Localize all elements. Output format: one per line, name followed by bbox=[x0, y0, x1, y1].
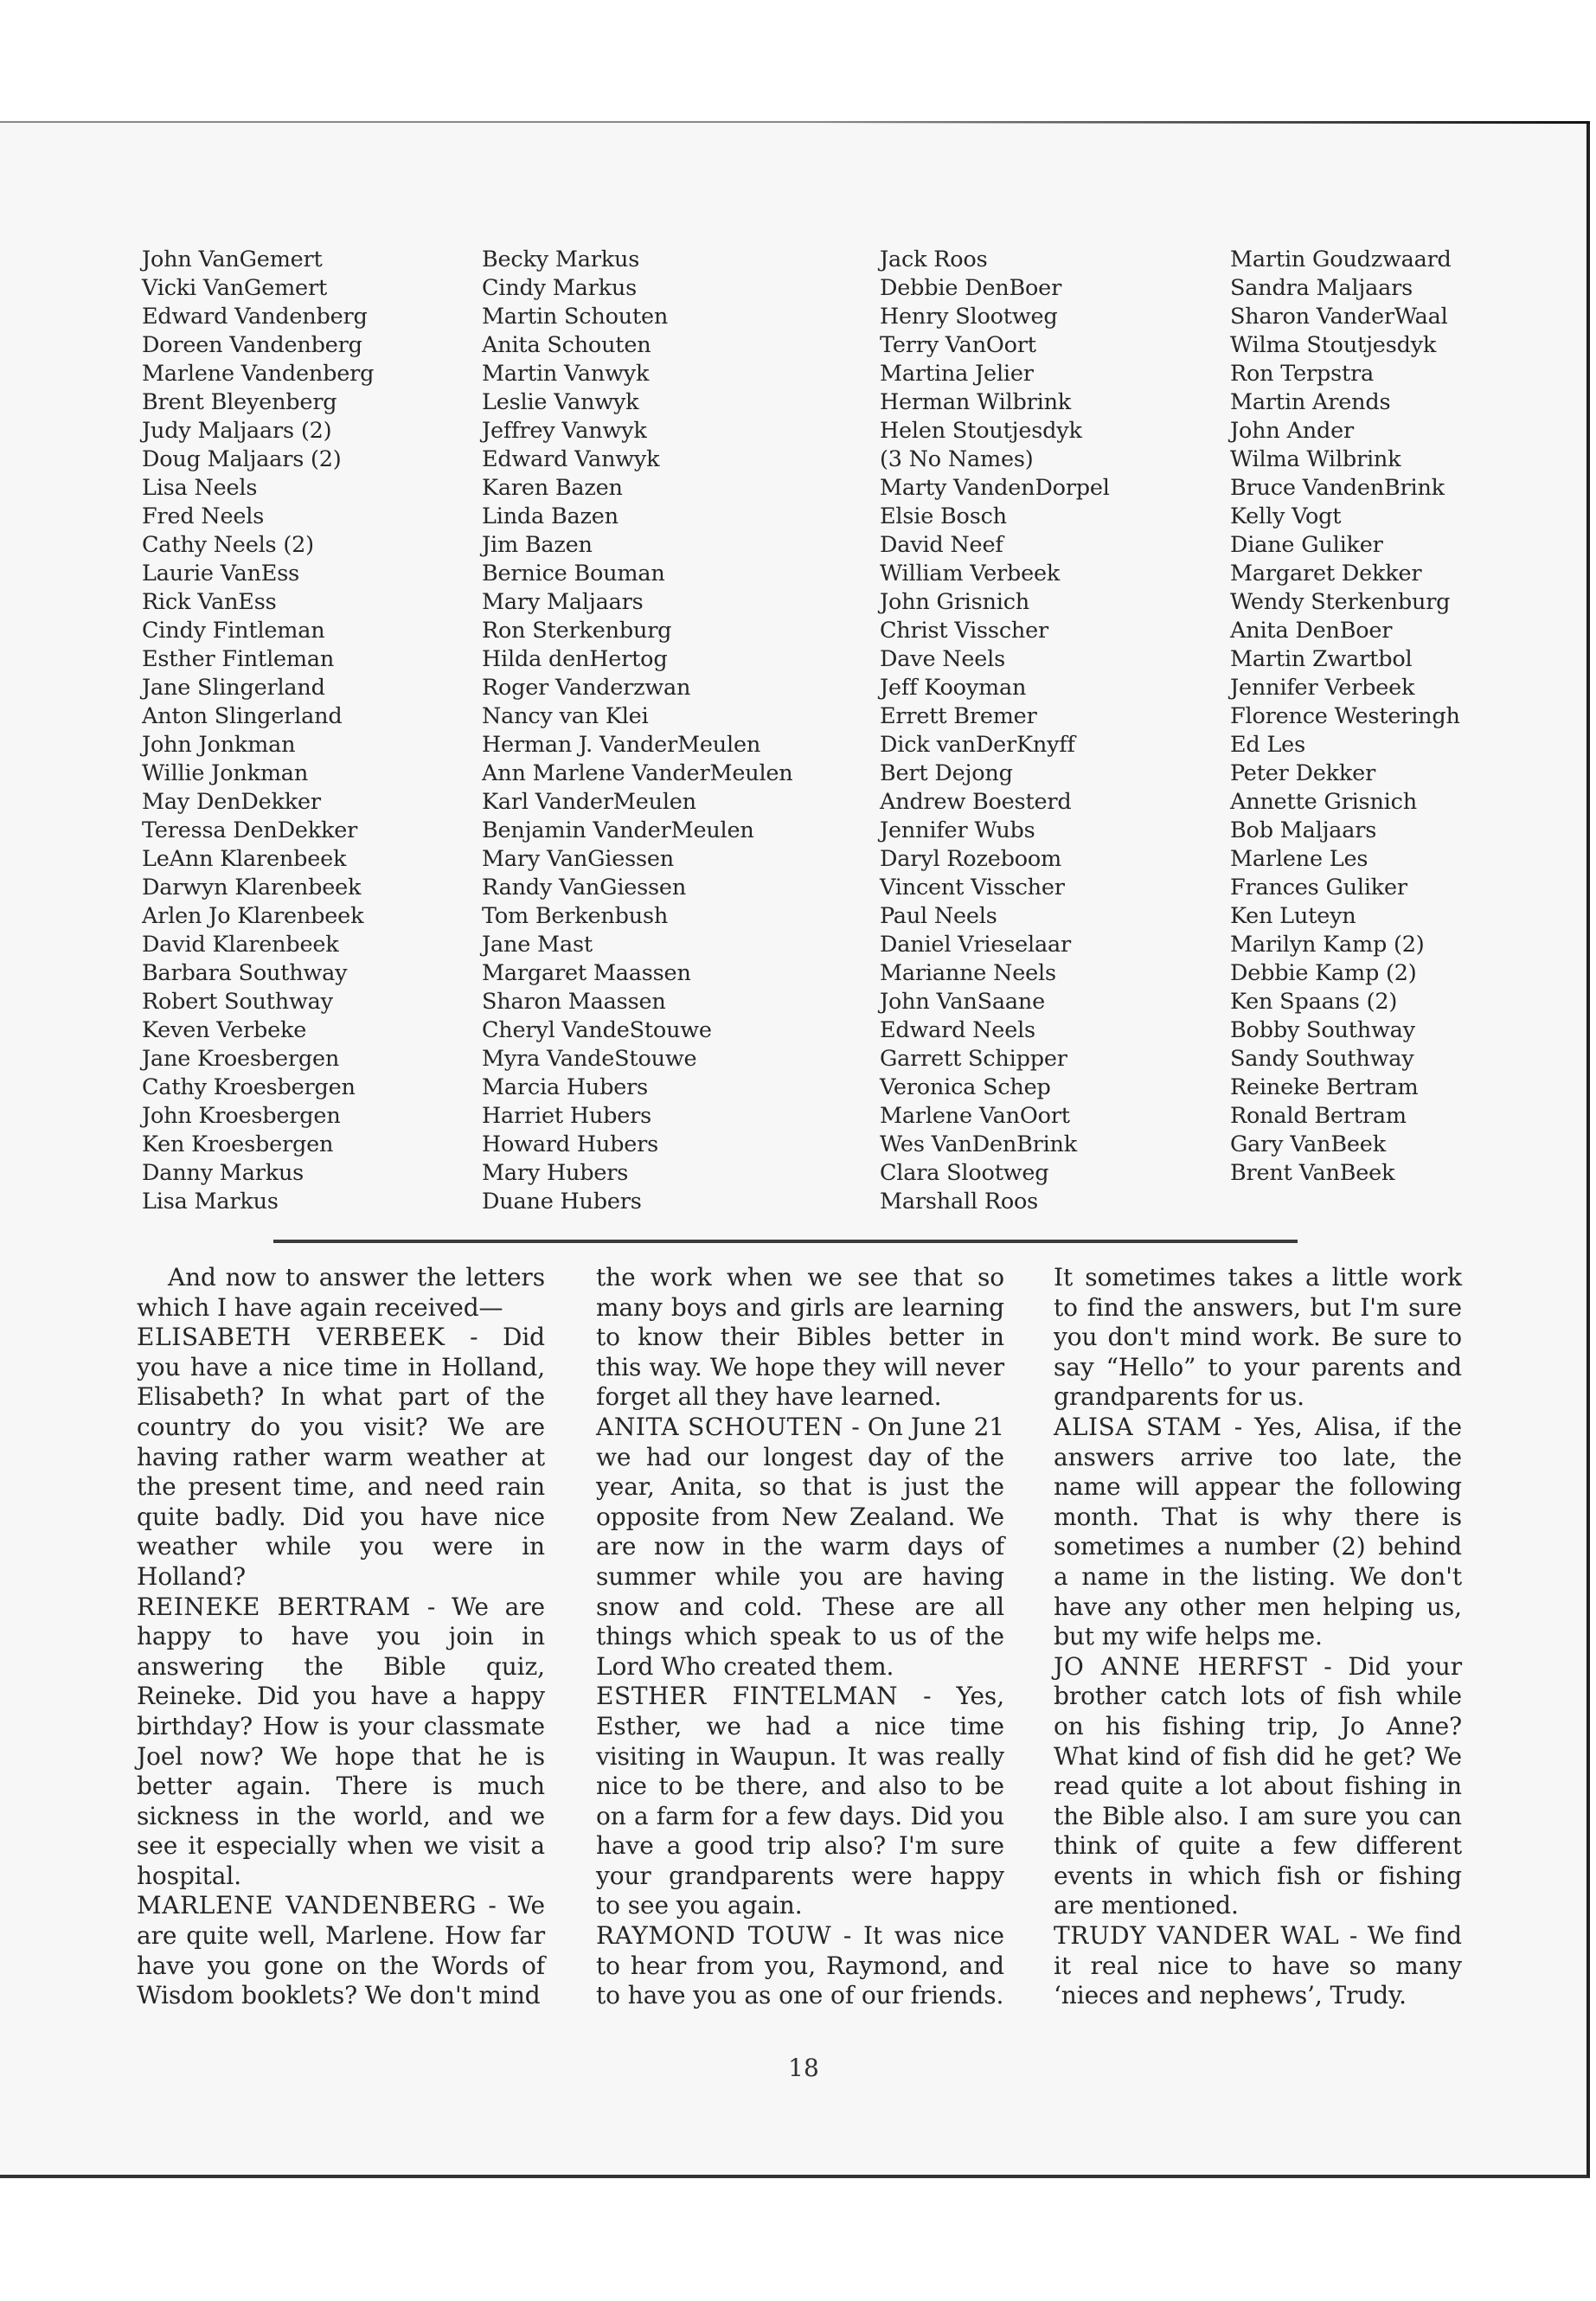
name-entry: Robert Southway bbox=[142, 989, 333, 1015]
letter-reply bbox=[596, 1921, 1004, 2011]
name-entry: Dave Neels bbox=[880, 646, 1005, 672]
name-entry: Martin Arends bbox=[1230, 389, 1391, 415]
name-entry: Bernice Bouman bbox=[482, 561, 665, 586]
name-entry: Arlen Jo Klarenbeek bbox=[142, 903, 364, 929]
name-entry: Jeff Kooyman bbox=[880, 675, 1027, 701]
name-entry: Leslie Vanwyk bbox=[482, 389, 639, 415]
name-entry: Diane Guliker bbox=[1230, 532, 1383, 558]
name-entry: Sandra Maljaars bbox=[1230, 275, 1413, 301]
recipient-name: TRUDY VANDER WAL bbox=[1054, 1921, 1340, 1951]
name-entry: Henry Slootweg bbox=[880, 304, 1058, 330]
name-entry: Errett Bremer bbox=[880, 703, 1037, 729]
name-entry: Howard Hubers bbox=[482, 1131, 658, 1157]
name-entry: Wilma Stoutjesdyk bbox=[1230, 332, 1437, 358]
name-entry: Anita Schouten bbox=[482, 332, 651, 358]
name-entry: Nancy van Klei bbox=[482, 703, 649, 729]
recipient-name: MARLENE VANDENBERG bbox=[137, 1891, 478, 1920]
name-entry: Lisa Markus bbox=[142, 1189, 279, 1215]
name-entry: Daniel Vrieselaar bbox=[880, 932, 1071, 958]
reply-body: We find it real nice to have so many ‘nieces and nephews’, Trudy. bbox=[1054, 1921, 1463, 2010]
name-entry: LeAnn Klarenbeek bbox=[142, 846, 347, 872]
name-entry: Ken Luteyn bbox=[1230, 903, 1356, 929]
name-entry: Ann Marlene VanderMeulen bbox=[482, 760, 793, 786]
name-entry: Brent VanBeek bbox=[1230, 1160, 1395, 1186]
name-separator: - bbox=[843, 1412, 868, 1441]
name-entry: Martin Vanwyk bbox=[482, 361, 650, 387]
name-entry: Gary VanBeek bbox=[1230, 1131, 1386, 1157]
name-entry: Edward Neels bbox=[880, 1017, 1035, 1043]
letter-reply bbox=[1054, 1921, 1462, 2011]
name-entry: Jane Mast bbox=[482, 932, 593, 958]
name-entry: Elsie Bosch bbox=[880, 503, 1007, 529]
name-entry: Martin Goudzwaard bbox=[1230, 247, 1452, 272]
name-entry: Bobby Southway bbox=[1230, 1017, 1415, 1043]
name-entry: Terry VanOort bbox=[880, 332, 1036, 358]
name-entry: Herman Wilbrink bbox=[880, 389, 1072, 415]
name-entry: Ken Kroesbergen bbox=[142, 1131, 334, 1157]
name-entry: Annette Grisnich bbox=[1230, 789, 1417, 815]
name-entry: Randy VanGiessen bbox=[482, 875, 687, 901]
name-entry: Becky Markus bbox=[482, 247, 640, 272]
name-entry: Margaret Dekker bbox=[1230, 561, 1422, 586]
name-entry: Sharon Maassen bbox=[482, 989, 666, 1015]
name-entry: Wilma Wilbrink bbox=[1230, 446, 1401, 472]
name-entry: Jennifer Verbeek bbox=[1230, 675, 1415, 701]
recipient-name: ESTHER FINTELMAN bbox=[596, 1682, 899, 1711]
name-entry: Mary VanGiessen bbox=[482, 846, 675, 872]
name-entry: Harriet Hubers bbox=[482, 1103, 651, 1129]
name-separator: - bbox=[831, 1921, 863, 1951]
name-entry: Veronica Schep bbox=[880, 1074, 1051, 1100]
name-entry: Jack Roos bbox=[880, 247, 988, 272]
name-entry: Keven Verbeke bbox=[142, 1017, 307, 1043]
letter-reply bbox=[137, 1593, 545, 1892]
name-entry: Wendy Sterkenburg bbox=[1230, 589, 1451, 615]
letters-column-1 bbox=[137, 1263, 545, 2011]
name-entry: Tom Berkenbush bbox=[482, 903, 669, 929]
name-separator: - bbox=[411, 1592, 452, 1621]
name-entry: Vicki VanGemert bbox=[142, 275, 327, 301]
name-entry: Jim Bazen bbox=[482, 532, 593, 558]
name-entry: Duane Hubers bbox=[482, 1189, 642, 1215]
name-entry: Karen Bazen bbox=[482, 475, 623, 501]
name-entry: Anita DenBoer bbox=[1230, 618, 1393, 644]
name-entry: Edward Vanwyk bbox=[482, 446, 660, 472]
name-entry: David Klarenbeek bbox=[142, 932, 339, 958]
name-entry: Cheryl VandeStouwe bbox=[482, 1017, 712, 1043]
name-entry: Sharon VanderWaal bbox=[1230, 304, 1448, 330]
name-entry: Ronald Bertram bbox=[1230, 1103, 1407, 1129]
name-separator: - bbox=[477, 1891, 509, 1920]
reply-body: Yes, Alisa, if the answers arrive too late, the name will appear the following month. That is why there is sometimes a number (2) behind a name in the listing. We don't have any other men helping us, but my wife helps me. bbox=[1054, 1412, 1462, 1651]
name-entry: Danny Markus bbox=[142, 1160, 304, 1186]
recipient-name: REINEKE BERTRAM bbox=[137, 1592, 412, 1621]
name-entry: Hilda denHertog bbox=[482, 646, 668, 672]
name-entry: Jane Slingerland bbox=[142, 675, 325, 701]
name-entry: Roger Vanderzwan bbox=[482, 675, 691, 701]
name-entry: Florence Westeringh bbox=[1230, 703, 1460, 729]
name-entry: Marlene Vandenberg bbox=[142, 361, 375, 387]
name-column-1 bbox=[142, 246, 374, 1216]
name-entry: Herman J. VanderMeulen bbox=[482, 732, 761, 758]
name-entry: Edward Vandenberg bbox=[142, 304, 368, 330]
name-entry: Garrett Schipper bbox=[880, 1046, 1067, 1072]
name-column-3 bbox=[880, 246, 1110, 1216]
name-entry: John Jonkman bbox=[142, 732, 296, 758]
name-entry: Brent Bleyenberg bbox=[142, 389, 337, 415]
name-entry: Teressa DenDekker bbox=[142, 817, 358, 843]
name-entry: Esther Fintleman bbox=[142, 646, 335, 672]
recipient-name: ALISA STAM bbox=[1054, 1412, 1222, 1441]
reply-continuation: It sometimes takes a little work to find the answers, but I'm sure you don't mind work. Be sure to say “Hello” to your parents and grandparents for us. bbox=[1054, 1263, 1462, 1412]
letters-intro: And now to answer the letters which I have again received— bbox=[137, 1263, 545, 1322]
name-entry: Fred Neels bbox=[142, 503, 265, 529]
name-entry: Laurie VanEss bbox=[142, 561, 299, 586]
name-entry: Anton Slingerland bbox=[142, 703, 343, 729]
name-entry: Bert Dejong bbox=[880, 760, 1013, 786]
name-entry: Kelly Vogt bbox=[1230, 503, 1342, 529]
name-entry: Darwyn Klarenbeek bbox=[142, 875, 362, 901]
name-entry: Marty VandenDorpel bbox=[880, 475, 1110, 501]
name-entry: Mary Hubers bbox=[482, 1160, 629, 1186]
name-entry: Paul Neels bbox=[880, 903, 997, 929]
letters-column-3 bbox=[1054, 1263, 1462, 2011]
name-entry: David Neef bbox=[880, 532, 1003, 558]
section-divider bbox=[273, 1240, 1298, 1243]
name-entry: Doug Maljaars (2) bbox=[142, 446, 342, 472]
name-entry: Mary Maljaars bbox=[482, 589, 644, 615]
letter-reply bbox=[1054, 1652, 1462, 1921]
name-entry: John Grisnich bbox=[880, 589, 1030, 615]
name-entry: Marilyn Kamp (2) bbox=[1230, 932, 1425, 958]
name-entry: Helen Stoutjesdyk bbox=[880, 418, 1082, 444]
recipient-name: RAYMOND TOUW bbox=[596, 1921, 832, 1951]
name-entry: May DenDekker bbox=[142, 789, 321, 815]
name-entry: Peter Dekker bbox=[1230, 760, 1376, 786]
name-entry: Margaret Maassen bbox=[482, 960, 691, 986]
name-column-2 bbox=[482, 246, 793, 1216]
name-separator: - bbox=[1221, 1412, 1255, 1441]
name-entry: Judy Maljaars (2) bbox=[142, 418, 332, 444]
name-entry: John Ander bbox=[1230, 418, 1354, 444]
recipient-name: JO ANNE HERFST bbox=[1054, 1651, 1308, 1681]
reply-body: We are happy to have you join in answering the Bible quiz, Reineke. Did you have a happy birthday? How is your classmate Joel now? We hope that he is better again. There is much sickness in the world, and we see it especially when we visit a hospital. bbox=[137, 1592, 545, 1890]
name-entry: Dick vanDerKnyff bbox=[880, 732, 1075, 758]
name-entry: Barbara Southway bbox=[142, 960, 348, 986]
name-entry: John VanGemert bbox=[142, 247, 323, 272]
name-entry: John Kroesbergen bbox=[142, 1103, 341, 1129]
name-entry: Frances Guliker bbox=[1230, 875, 1407, 901]
name-entry: Daryl Rozeboom bbox=[880, 846, 1061, 872]
name-entry: Marlene Les bbox=[1230, 846, 1368, 872]
name-entry: (3 No Names) bbox=[880, 446, 1034, 472]
name-entry: Bob Maljaars bbox=[1230, 817, 1377, 843]
letter-reply bbox=[596, 1413, 1004, 1682]
name-separator: - bbox=[898, 1682, 957, 1711]
name-entry: Marianne Neels bbox=[880, 960, 1056, 986]
scanned-page bbox=[0, 121, 1590, 2178]
name-entry: Reineke Bertram bbox=[1230, 1074, 1419, 1100]
name-entry: Vincent Visscher bbox=[880, 875, 1065, 901]
name-entry: Cathy Neels (2) bbox=[142, 532, 314, 558]
name-entry: Rick VanEss bbox=[142, 589, 277, 615]
name-entry: Benjamin VanderMeulen bbox=[482, 817, 754, 843]
recipient-name: ELISABETH VERBEEK bbox=[137, 1323, 445, 1352]
name-entry: Jennifer Wubs bbox=[880, 817, 1035, 843]
name-entry: Jane Kroesbergen bbox=[142, 1046, 340, 1072]
name-separator: - bbox=[445, 1323, 503, 1352]
name-entry: Martin Schouten bbox=[482, 304, 669, 330]
name-entry: Ed Les bbox=[1230, 732, 1305, 758]
reply-body: We are quite well, Marlene. How far have you gone on the Words of Wisdom booklets? We don't mind bbox=[137, 1891, 545, 2010]
name-entry: Ron Terpstra bbox=[1230, 361, 1375, 387]
letter-reply bbox=[1054, 1413, 1462, 1652]
reply-body: It was nice to hear from you, Raymond, and to have you as one of our friends. bbox=[596, 1921, 1004, 2010]
name-column-4 bbox=[1230, 246, 1460, 1188]
name-entry: Bruce VandenBrink bbox=[1230, 475, 1445, 501]
name-entry: Ron Sterkenburg bbox=[482, 618, 672, 644]
name-entry: Marcia Hubers bbox=[482, 1074, 648, 1100]
reply-body: Did your brother catch lots of fish while on his fishing trip, Jo Anne? What kind of fish did he get? We read quite a lot about fishing in the Bible also. I am sure you can think of quite a few different events in which fish or fishing are mentioned. bbox=[1054, 1651, 1462, 1920]
name-entry: Linda Bazen bbox=[482, 503, 619, 529]
name-entry: Debbie DenBoer bbox=[880, 275, 1062, 301]
name-separator: - bbox=[1339, 1921, 1368, 1951]
reply-body: Did you have a nice time in Holland, Elisabeth? In what part of the country do you visit? We are having rather warm weather at the present time, and need rain quite badly. Did you have nice weather while you were in Holland? bbox=[137, 1323, 545, 1591]
reply-body: Yes, Esther, we had a nice time visiting in Waupun. It was really nice to be there, and also to be on a farm for a few days. Did you have a good trip also? I'm sure your grandparents were happy to see you again. bbox=[596, 1682, 1004, 1920]
reply-body: On June 21 we had our longest day of the year, Anita, so that is just the opposite from New Zealand. We are now in the warm days of summer while you are having snow and cold. These are all things which speak to us of the Lord Who created them. bbox=[596, 1412, 1004, 1681]
name-entry: Andrew Boesterd bbox=[880, 789, 1072, 815]
name-entry: Jeffrey Vanwyk bbox=[482, 418, 647, 444]
name-entry: Marlene VanOort bbox=[880, 1103, 1070, 1129]
letters-column-2 bbox=[596, 1263, 1004, 2011]
name-entry: Martin Zwartbol bbox=[1230, 646, 1413, 672]
letter-reply bbox=[137, 1891, 545, 2010]
name-entry: Cathy Kroesbergen bbox=[142, 1074, 356, 1100]
name-entry: Doreen Vandenberg bbox=[142, 332, 362, 358]
page-number: 18 bbox=[788, 2054, 819, 2082]
reply-continuation: the work when we see that so many boys and girls are learning to know their Bibles better in this way. We hope they will never forget all they have learned. bbox=[596, 1263, 1004, 1412]
letter-reply bbox=[137, 1323, 545, 1592]
name-entry: Debbie Kamp (2) bbox=[1230, 960, 1417, 986]
name-entry: Lisa Neels bbox=[142, 475, 258, 501]
name-entry: Sandy Southway bbox=[1230, 1046, 1414, 1072]
name-entry: Wes VanDenBrink bbox=[880, 1131, 1078, 1157]
name-entry: Clara Slootweg bbox=[880, 1160, 1049, 1186]
name-separator: - bbox=[1307, 1651, 1349, 1681]
name-entry: William Verbeek bbox=[880, 561, 1061, 586]
recipient-name: ANITA SCHOUTEN bbox=[596, 1412, 844, 1441]
name-entry: Willie Jonkman bbox=[142, 760, 309, 786]
name-entry: Martina Jelier bbox=[880, 361, 1034, 387]
name-entry: Cindy Markus bbox=[482, 275, 637, 301]
name-entry: Marshall Roos bbox=[880, 1189, 1039, 1215]
name-entry: Karl VanderMeulen bbox=[482, 789, 696, 815]
name-entry: Ken Spaans (2) bbox=[1230, 989, 1398, 1015]
name-entry: John VanSaane bbox=[880, 989, 1046, 1015]
name-entry: Christ Visscher bbox=[880, 618, 1048, 644]
letter-reply bbox=[596, 1682, 1004, 1921]
name-entry: Cindy Fintleman bbox=[142, 618, 325, 644]
name-entry: Myra VandeStouwe bbox=[482, 1046, 697, 1072]
